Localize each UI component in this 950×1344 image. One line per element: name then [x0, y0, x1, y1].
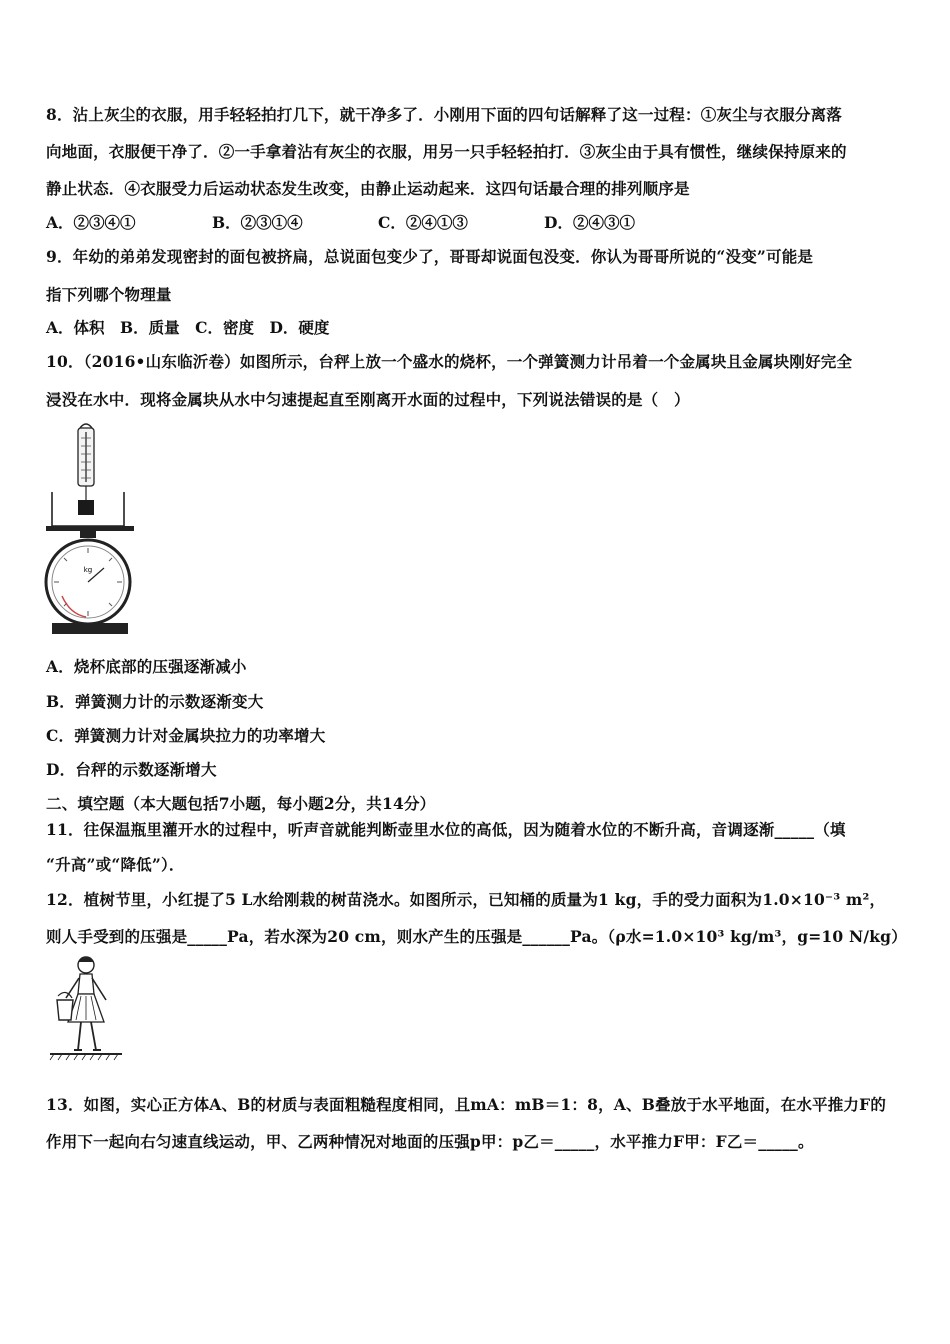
q8-line-2: 向地面，衣服便干净了．②一手拿着沾有灰尘的衣服，用另一只手轻轻拍打．③灰尘由于具有惯性，继续保持原来的 — [46, 142, 847, 161]
scale-base — [52, 623, 128, 634]
scale-platform — [46, 526, 134, 531]
q8-line-3: 静止状态．④衣服受力后运动状态发生改变，由静止运动起来．这四句话最合理的排列顺序是 — [46, 179, 690, 198]
q8-option-b[interactable]: B．②③①④ — [212, 213, 303, 232]
q12-line-2: 则人手受到的压强是_____Pa，若水深为20 cm，则水产生的压强是______Pa。（ρ水=1.0×10³ kg/m³，g=10 N/kg） — [46, 927, 907, 946]
q8-option-d[interactable]: D．②④③① — [544, 213, 635, 232]
dial-unit-label: kg — [83, 566, 93, 574]
q10-option-c[interactable]: C．弹簧测力计对金属块拉力的功率增大 — [46, 726, 326, 745]
q8-option-a[interactable]: A．②③④① — [46, 213, 136, 232]
q10-option-a[interactable]: A．烧杯底部的压强逐渐减小 — [46, 657, 247, 676]
q11-line-2: “升高”或“降低”）． — [46, 855, 185, 874]
q10-line-1: 10．（2016•山东临沂卷）如图所示，台秤上放一个盛水的烧杯，一个弹簧测力计吊着一个金属块且金属块刚好完全 — [46, 352, 853, 371]
q8-line-1: 8．沾上灰尘的衣服，用手轻轻拍打几下，就干净多了．小刚用下面的四句话解释了这一过程：①灰尘与衣服分离落 — [46, 105, 842, 124]
q13-line-1: 13．如图，实心正方体A、B的材质与表面粗糙程度相同，且mA：mB＝1：8，A、B叠放于水平地面，在水平推力F的 — [46, 1095, 887, 1114]
scale-spring-scale-figure — [42, 420, 138, 634]
q12-line-1: 12．植树节里，小红提了5 L水给刚栽的树苗浇水。如图所示，已知桶的质量为1 kg，手的受力面积为1.0×10⁻³ m²， — [46, 890, 886, 909]
q9-line-2: 指下列哪个物理量 — [46, 285, 172, 304]
q10-line-2: 浸没在水中．现将金属块从水中匀速提起直至刚离开水面的过程中，下列说法错误的是（ ） — [46, 390, 690, 409]
q11-line-1: 11．往保温瓶里灌开水的过程中，听声音就能判断壶里水位的高低，因为随着水位的不断升高，音调逐渐_____（填 — [46, 820, 846, 839]
bucket — [57, 1000, 73, 1020]
q9-options[interactable]: A．体积 B．质量 C．密度 D．硬度 — [46, 318, 330, 337]
q13-line-2: 作用下一起向右匀速直线运动，甲、乙两种情况对地面的压强p甲：p乙＝_____，水平推力F甲：F乙＝_____。 — [46, 1132, 814, 1151]
q8-options — [46, 211, 635, 233]
metal-block — [78, 500, 94, 515]
q8-option-c[interactable]: C．②④①③ — [378, 213, 468, 232]
girl-carrying-bucket-figure — [48, 954, 124, 1064]
section-title-fill-in: 二、填空题（本大题包括7小题，每小题2分，共14分） — [46, 794, 436, 813]
q10-option-b[interactable]: B．弹簧测力计的示数逐渐变大 — [46, 692, 264, 711]
q9-line-1: 9．年幼的弟弟发现密封的面包被挤扁，总说面包变少了，哥哥却说面包没变．你认为哥哥所说的“没变”可能是 — [46, 247, 814, 266]
q10-option-d[interactable]: D．台秤的示数逐渐增大 — [46, 760, 217, 779]
